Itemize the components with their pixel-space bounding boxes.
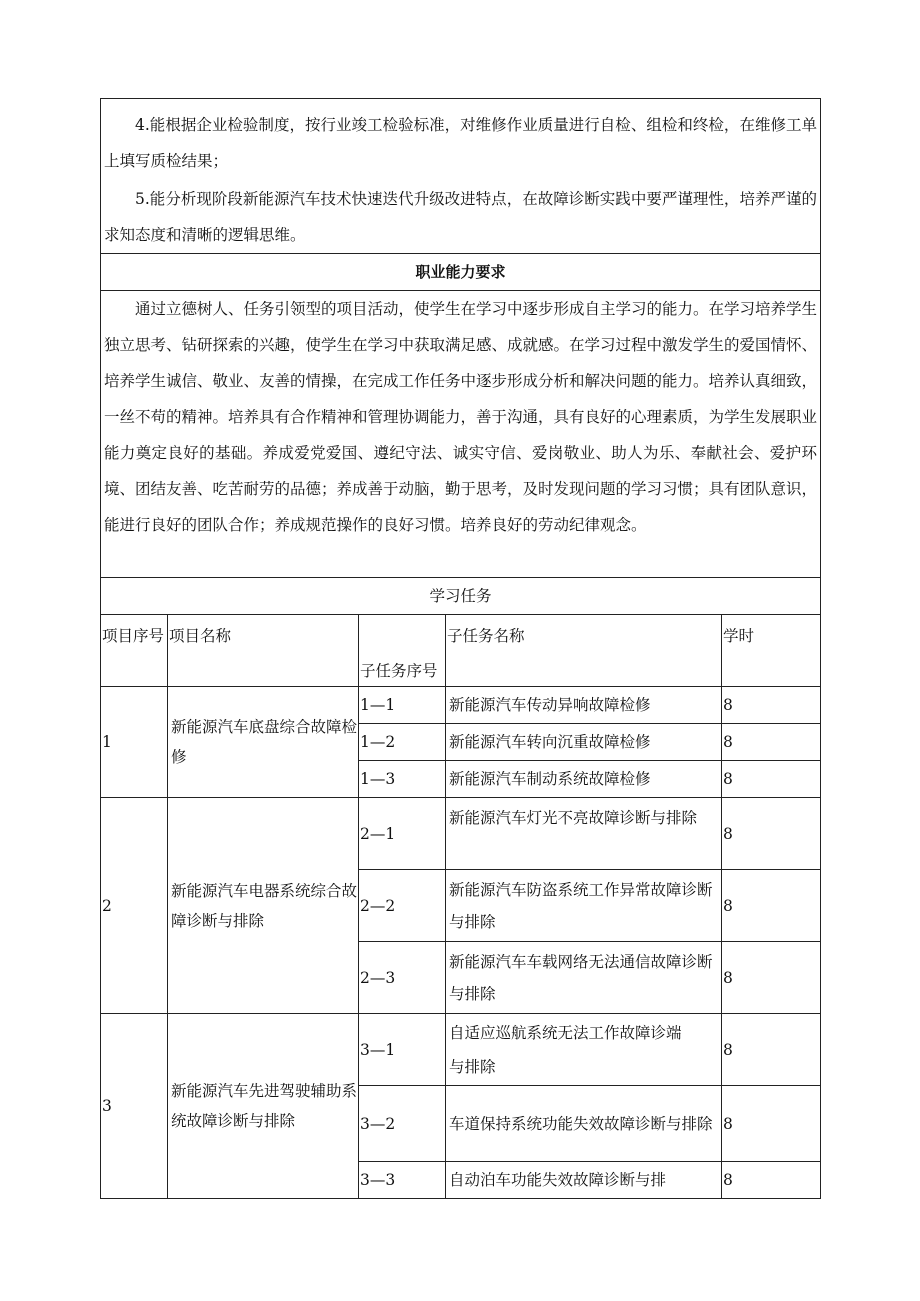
table-row — [101, 1014, 821, 1086]
sub-name: 自适应巡航系统无法工作故障诊端与排除 — [446, 1014, 722, 1086]
sub-no: 2—2 — [359, 870, 446, 942]
sub-name: 自动泊车功能失效故障诊断与排 — [446, 1162, 722, 1199]
col-sub-no: 子任务序号 — [359, 615, 446, 687]
ability-heading: 职业能力要求 — [101, 254, 821, 291]
table-row — [101, 798, 821, 870]
tasks-heading: 学习任务 — [101, 578, 821, 615]
sub-name: 新能源汽车制动系统故障检修 — [446, 761, 722, 798]
goal-item-5: 5.能分析现阶段新能源汽车技术快速迭代升级改进特点，在故障诊断实践中要严谨理性，培养严谨的求知态度和清晰的逻辑思维。 — [104, 190, 818, 244]
sub-name: 新能源汽车防盗系统工作异常故障诊断与排除 — [446, 870, 722, 942]
project-name: 新能源汽车底盘综合故障检修 — [168, 687, 359, 798]
col-project-no: 项目序号 — [101, 615, 168, 687]
sub-no: 1—1 — [359, 687, 446, 724]
sub-hours: 8 — [722, 1014, 821, 1086]
project-no: 1 — [101, 687, 168, 798]
col-project-name: 项目名称 — [168, 615, 359, 687]
project-name: 新能源汽车先进驾驶辅助系统故障诊断与排除 — [168, 1014, 359, 1199]
sub-name: 新能源汽车转向沉重故障检修 — [446, 724, 722, 761]
table-header-row — [101, 615, 821, 687]
sub-name: 新能源汽车车载网络无法通信故障诊断与排除 — [446, 942, 722, 1014]
sub-hours: 8 — [722, 798, 821, 870]
sub-name: 新能源汽车传动异响故障检修 — [446, 687, 722, 724]
project-name: 新能源汽车电器系统综合故障诊断与排除 — [168, 798, 359, 1014]
sub-no: 2—3 — [359, 942, 446, 1014]
sub-no: 3—1 — [359, 1014, 446, 1086]
ability-text-row — [101, 291, 821, 578]
sub-hours: 8 — [722, 724, 821, 761]
project-no: 3 — [101, 1014, 168, 1199]
sub-no: 3—2 — [359, 1086, 446, 1162]
sub-no: 2—1 — [359, 798, 446, 870]
sub-hours: 8 — [722, 1162, 821, 1199]
sub-no: 1—3 — [359, 761, 446, 798]
sub-no: 3—3 — [359, 1162, 446, 1199]
table-row — [101, 687, 821, 724]
course-document — [100, 98, 820, 1199]
ability-heading-row — [101, 254, 821, 291]
project-no: 2 — [101, 798, 168, 1014]
sub-hours: 8 — [722, 761, 821, 798]
goal-item-4: 4.能根据企业检验制度，按行业竣工检验标准，对维修作业质量进行自检、组检和终检，在维修工单上填写质检结果； — [104, 116, 818, 170]
goals-row — [101, 99, 821, 254]
sub-no: 1—2 — [359, 724, 446, 761]
sub-name: 车道保持系统功能失效故障诊断与排除 — [446, 1086, 722, 1162]
course-table — [100, 98, 821, 1199]
ability-text: 通过立德树人、任务引领型的项目活动，使学生在学习中逐步形成自主学习的能力。在学习培养学生独立思考、钻研探索的兴趣，使学生在学习中获取满足感、成就感。在学习过程中激发学生的爱国情怀、培养学生诚信、敬业、友善的情操，在完成工作任务中逐步形成分析和解决问题的能力。培养认真细致，一丝不苟的精神。培养具有合作精神和管理协调能力，善于沟通，具有良好的心理素质，为学生发展职业能力奠定良好的基础。养成爱党爱国、遵纪守法、诚实守信、爱岗敬业、助人为乐、奉献社会、爱护环境、团结友善、吃苦耐劳的品德；养成善于动脑，勤于思考，及时发现问题的学习习惯；具有团队意识，能进行良好的团队合作；养成规范操作的良好习惯。培养良好的劳动纪律观念。 — [104, 300, 818, 534]
sub-hours: 8 — [722, 687, 821, 724]
sub-hours: 8 — [722, 1086, 821, 1162]
sub-hours: 8 — [722, 870, 821, 942]
sub-name: 新能源汽车灯光不亮故障诊断与排除 — [446, 798, 722, 870]
sub-hours: 8 — [722, 942, 821, 1014]
tasks-heading-row — [101, 578, 821, 615]
col-hours: 学时 — [722, 615, 821, 687]
col-sub-name: 子任务名称 — [446, 615, 722, 687]
